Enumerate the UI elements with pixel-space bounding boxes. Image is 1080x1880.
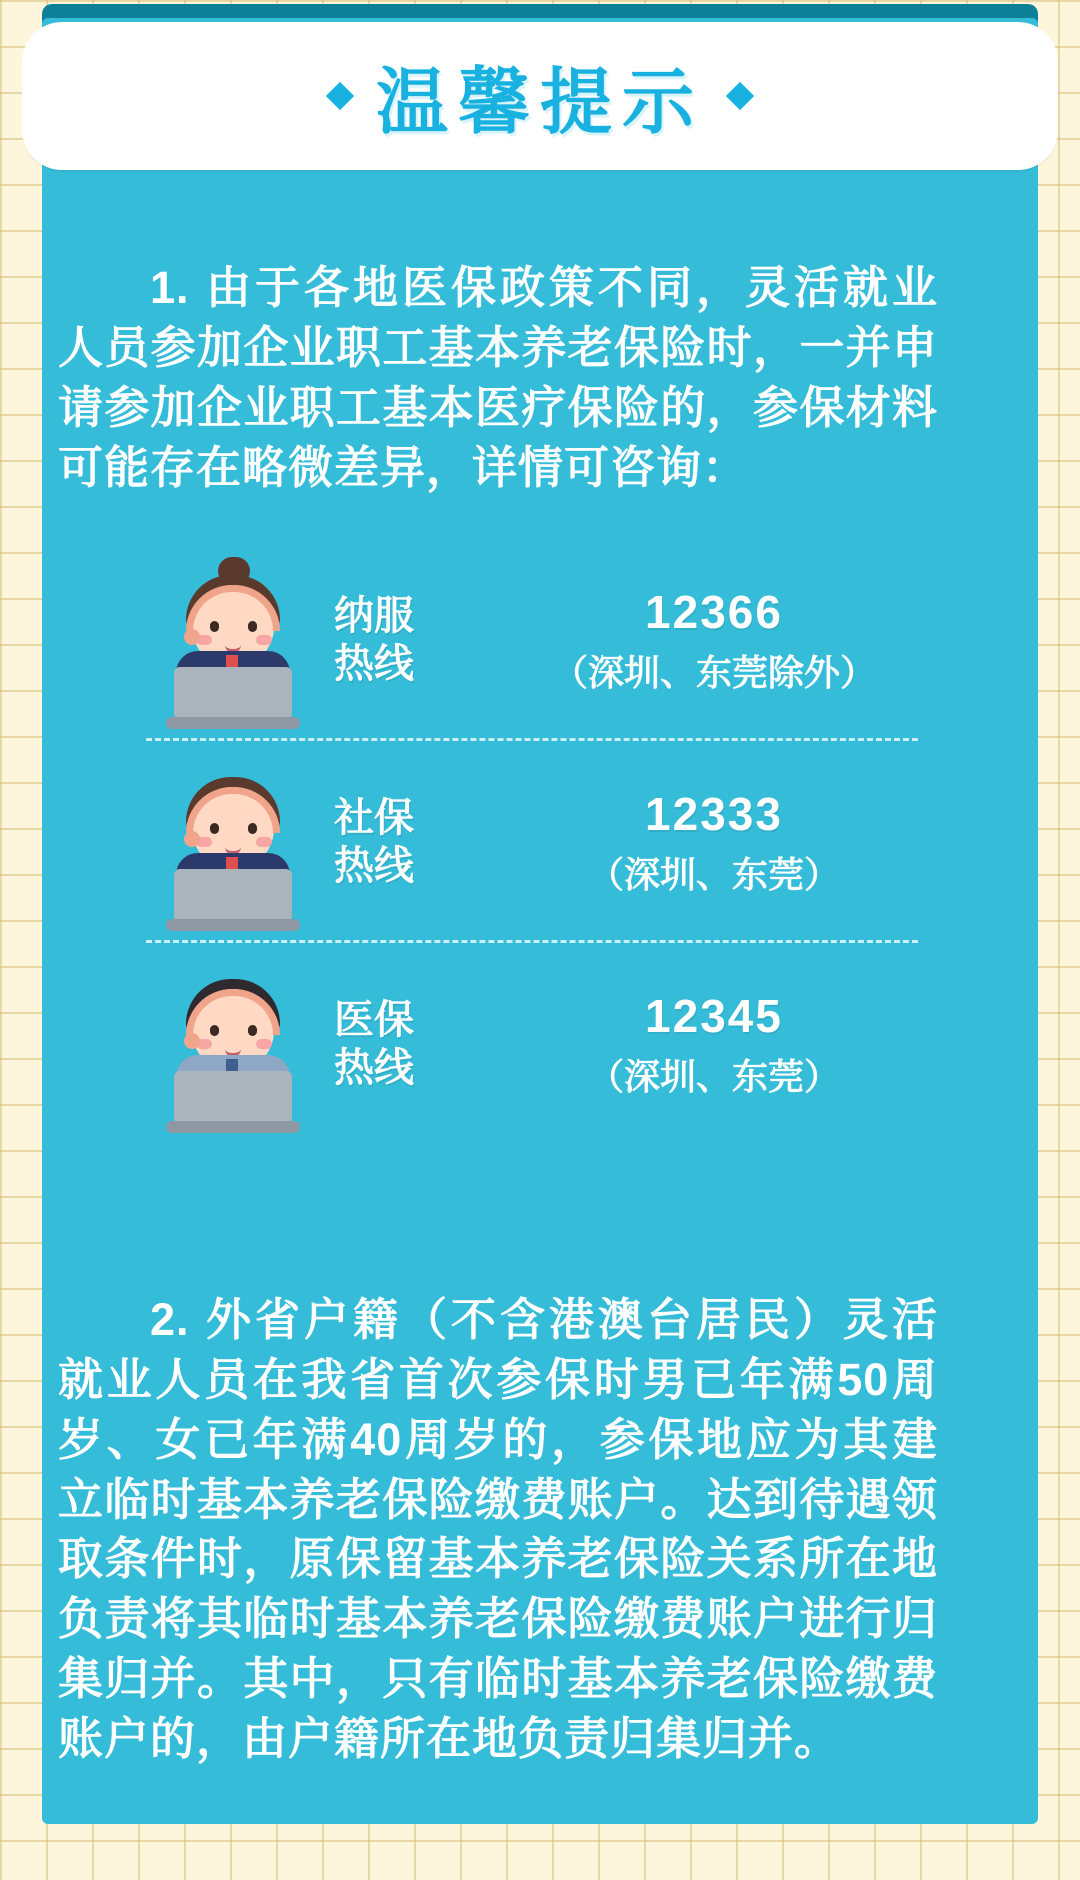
hotline-number-block <box>490 787 938 898</box>
hotline-label-line2: 热线 <box>334 1046 414 1090</box>
paragraph-2 <box>58 1290 938 1769</box>
hotline-label-line1: 纳服 <box>334 594 414 638</box>
hotline-number: 12333 <box>645 787 783 840</box>
paragraph-1 <box>58 258 938 497</box>
hotline-row <box>58 550 938 730</box>
operator-bun-icon <box>158 555 308 725</box>
header-plate <box>22 22 1058 170</box>
hotline-label-line1: 社保 <box>334 796 414 840</box>
page-title <box>330 44 750 148</box>
page-title-text: 温馨提示 <box>375 63 704 143</box>
hotline-note: （深圳、东莞） <box>587 853 840 895</box>
hotline-label <box>334 996 464 1092</box>
hotline-row <box>58 954 938 1134</box>
row-divider <box>146 940 918 943</box>
hotline-label-line2: 热线 <box>334 642 414 686</box>
row-divider <box>146 738 918 741</box>
hotline-note: （深圳、东莞） <box>587 1055 840 1097</box>
hotline-number: 12366 <box>645 585 783 638</box>
diamond-right-icon <box>726 82 754 110</box>
hotline-label <box>334 592 464 688</box>
paragraph-2-text: 2. 外省户籍（不含港澳台居民）灵活就业人员在我省首次参保时男已年满50周岁、女已年满40周岁的，参保地应为其建立临时基本养老保险缴费账户。达到待遇领取条件时，原保留基本养老保险关系所在地负责将其临时基本养老保险缴费账户进行归集归并。其中，只有临时基本养老保险缴费账户的，由户籍所在地负责归集归并。 <box>58 1294 938 1764</box>
paragraph-1-text: 1. 由于各地医保政策不同，灵活就业人员参加企业职工基本养老保险时，一并申请参加企业职工基本医疗保险的，参保材料可能存在略微差异，详情可咨询： <box>58 262 938 493</box>
hotline-number: 12345 <box>645 989 783 1042</box>
hotline-number-block <box>490 989 938 1100</box>
hotline-label <box>334 794 464 890</box>
diamond-left-icon <box>326 82 354 110</box>
hotline-row <box>58 752 938 932</box>
operator-long-hair-icon <box>158 757 308 927</box>
hotline-list <box>58 550 938 1134</box>
hotline-note: （深圳、东莞除外） <box>551 651 876 693</box>
hotline-number-block <box>490 585 938 696</box>
hotline-label-line1: 医保 <box>334 998 414 1042</box>
hotline-label-line2: 热线 <box>334 844 414 888</box>
operator-twin-bun-icon <box>158 959 308 1129</box>
